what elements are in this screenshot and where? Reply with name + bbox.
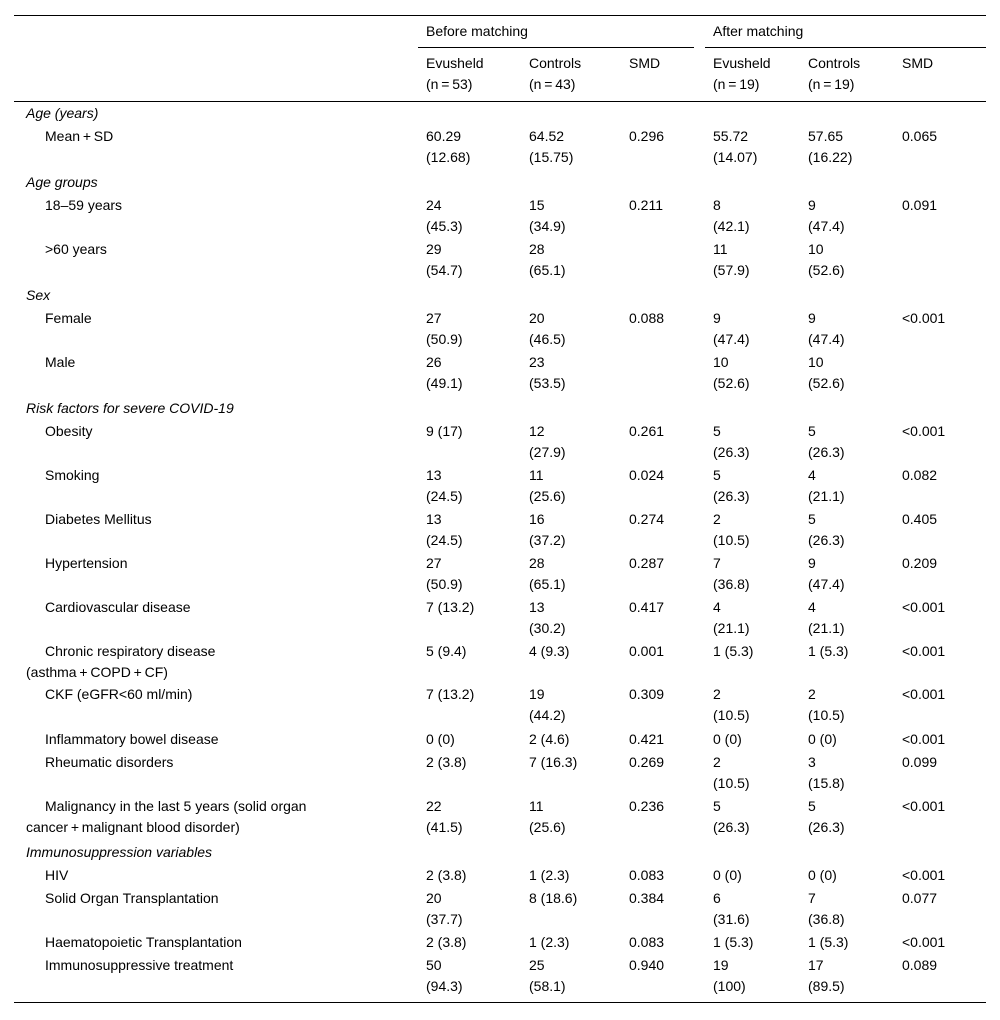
cell-controls-after: 9 xyxy=(808,197,816,213)
cell-smd-before: 0.269 xyxy=(629,754,665,770)
cell-controls-after: 5 xyxy=(808,423,816,439)
cell-evusheld-before: (49.1) xyxy=(426,375,463,391)
cell-evusheld-after: 5 xyxy=(713,467,721,483)
cell-evusheld-after: (10.5) xyxy=(713,775,750,791)
cell-evusheld-after: 7 xyxy=(713,555,721,571)
cell-controls-before: (25.6) xyxy=(529,819,566,835)
cell-evusheld-before: (24.5) xyxy=(426,532,463,548)
section-heading: Immunosuppression variables xyxy=(26,844,212,860)
cell-evusheld-before: 7 (13.2) xyxy=(426,686,475,702)
cell-smd-before: 0.296 xyxy=(629,128,665,144)
cell-smd-before: 0.417 xyxy=(629,599,665,615)
cell-smd-after: <0.001 xyxy=(902,867,946,883)
cell-controls-after: (89.5) xyxy=(808,978,845,994)
cell-controls-before: 64.52 xyxy=(529,128,565,144)
cell-controls-after: 9 xyxy=(808,310,816,326)
cell-smd-after: <0.001 xyxy=(902,731,946,747)
cell-smd-after: 0.065 xyxy=(902,128,938,144)
cell-evusheld-before: 29 xyxy=(426,241,442,257)
row-label: Obesity xyxy=(45,423,93,439)
cell-evusheld-before: 50 xyxy=(426,957,442,973)
row-label: 18–59 years xyxy=(45,197,123,213)
cell-smd-after: 0.082 xyxy=(902,467,938,483)
col-header-controls-before: Controls xyxy=(529,55,582,71)
cell-evusheld-after: (21.1) xyxy=(713,620,750,636)
cell-smd-before: 0.083 xyxy=(629,867,665,883)
cell-evusheld-after: (100) xyxy=(713,978,746,994)
cell-evusheld-after: (26.3) xyxy=(713,444,750,460)
row-label: Smoking xyxy=(45,467,100,483)
cell-smd-before: 0.001 xyxy=(629,643,665,659)
cell-smd-after: <0.001 xyxy=(902,798,946,814)
col-header-evusheld-after-n: (n = 19) xyxy=(713,76,760,92)
col-header-evusheld-after: Evusheld xyxy=(713,55,771,71)
cell-controls-before: (53.5) xyxy=(529,375,566,391)
cell-evusheld-before: (24.5) xyxy=(426,488,463,504)
cell-controls-before: (25.6) xyxy=(529,488,566,504)
cell-evusheld-after: (26.3) xyxy=(713,819,750,835)
cell-evusheld-after: (14.07) xyxy=(713,149,758,165)
cell-evusheld-before: 26 xyxy=(426,354,442,370)
cell-evusheld-after: (42.1) xyxy=(713,218,750,234)
cell-controls-after: (21.1) xyxy=(808,488,845,504)
cell-controls-after: 1 (5.3) xyxy=(808,643,849,659)
row-label: Male xyxy=(45,354,76,370)
cell-controls-after: 5 xyxy=(808,798,816,814)
cell-evusheld-after: 1 (5.3) xyxy=(713,934,754,950)
cell-smd-before: 0.940 xyxy=(629,957,665,973)
cell-evusheld-after: 19 xyxy=(713,957,729,973)
cell-controls-before: 11 xyxy=(529,798,544,814)
cell-evusheld-after: 2 xyxy=(713,511,721,527)
cell-evusheld-before: 9 (17) xyxy=(426,423,463,439)
cell-evusheld-before: 2 (3.8) xyxy=(426,867,467,883)
row-label: Inflammatory bowel disease xyxy=(45,731,219,747)
row-label: >60 years xyxy=(45,241,107,257)
cell-controls-after: 0 (0) xyxy=(808,731,837,747)
cell-controls-before: 11 xyxy=(529,467,544,483)
row-label: HIV xyxy=(45,867,69,883)
row-label: Solid Organ Transplantation xyxy=(45,890,219,906)
row-label-continued: cancer + malignant blood disorder) xyxy=(26,819,240,835)
cell-smd-after: <0.001 xyxy=(902,599,946,615)
cell-controls-after: (36.8) xyxy=(808,911,845,927)
row-label: Female xyxy=(45,310,92,326)
cell-controls-before: 1 (2.3) xyxy=(529,934,570,950)
cell-evusheld-after: 0 (0) xyxy=(713,867,742,883)
cell-controls-after: (52.6) xyxy=(808,375,845,391)
col-header-smd-after: SMD xyxy=(902,55,934,71)
cell-controls-before: 20 xyxy=(529,310,545,326)
cell-evusheld-after: 55.72 xyxy=(713,128,749,144)
cell-controls-after: (26.3) xyxy=(808,532,845,548)
cell-controls-before: 19 xyxy=(529,686,545,702)
cell-controls-before: 2 (4.6) xyxy=(529,731,570,747)
cell-evusheld-before: 7 (13.2) xyxy=(426,599,475,615)
col-header-evusheld-before-n: (n = 53) xyxy=(426,76,473,92)
cell-controls-before: 7 (16.3) xyxy=(529,754,578,770)
cell-controls-after: (15.8) xyxy=(808,775,845,791)
header-bottom-rule xyxy=(14,101,986,102)
cell-evusheld-after: (47.4) xyxy=(713,331,750,347)
cell-evusheld-before: 5 (9.4) xyxy=(426,643,467,659)
after-matching-header: After matching xyxy=(713,23,804,39)
cell-evusheld-after: 5 xyxy=(713,423,721,439)
cell-controls-before: (44.2) xyxy=(529,707,566,723)
cell-evusheld-after: 4 xyxy=(713,599,721,615)
cell-controls-before: 4 (9.3) xyxy=(529,643,570,659)
cell-controls-before: 8 (18.6) xyxy=(529,890,578,906)
cell-controls-before: 28 xyxy=(529,241,545,257)
cell-controls-after: 4 xyxy=(808,467,816,483)
cell-evusheld-before: 2 (3.8) xyxy=(426,754,467,770)
before-matching-header: Before matching xyxy=(426,23,528,39)
row-label: Haematopoietic Transplantation xyxy=(45,934,242,950)
cell-evusheld-after: 5 xyxy=(713,798,721,814)
cell-controls-before: 25 xyxy=(529,957,545,973)
cell-evusheld-after: 8 xyxy=(713,197,721,213)
cell-evusheld-before: (94.3) xyxy=(426,978,463,994)
cell-controls-after: 5 xyxy=(808,511,816,527)
cell-controls-before: 15 xyxy=(529,197,545,213)
col-header-controls-before-n: (n = 43) xyxy=(529,76,576,92)
cell-controls-before: (65.1) xyxy=(529,262,566,278)
cell-evusheld-before: 24 xyxy=(426,197,442,213)
cell-controls-before: (65.1) xyxy=(529,576,566,592)
cell-evusheld-after: 2 xyxy=(713,754,721,770)
cell-controls-after: 0 (0) xyxy=(808,867,837,883)
cell-controls-after: 2 xyxy=(808,686,816,702)
cell-evusheld-before: 13 xyxy=(426,467,442,483)
cell-evusheld-after: (57.9) xyxy=(713,262,750,278)
cell-evusheld-before: 60.29 xyxy=(426,128,462,144)
cell-controls-before: (58.1) xyxy=(529,978,566,994)
cell-smd-before: 0.274 xyxy=(629,511,665,527)
section-heading: Age (years) xyxy=(26,105,99,121)
cell-smd-before: 0.024 xyxy=(629,467,665,483)
col-header-controls-after-n: (n = 19) xyxy=(808,76,855,92)
cell-evusheld-before: (41.5) xyxy=(426,819,463,835)
cell-smd-after: <0.001 xyxy=(902,686,946,702)
cell-evusheld-before: (37.7) xyxy=(426,911,463,927)
cell-evusheld-before: (54.7) xyxy=(426,262,463,278)
cell-controls-after: (52.6) xyxy=(808,262,845,278)
cell-evusheld-after: 9 xyxy=(713,310,721,326)
cell-controls-after: 57.65 xyxy=(808,128,844,144)
cell-controls-before: (15.75) xyxy=(529,149,574,165)
cell-controls-before: 12 xyxy=(529,423,545,439)
cell-evusheld-before: 13 xyxy=(426,511,442,527)
cell-controls-before: (46.5) xyxy=(529,331,566,347)
cell-smd-after: 0.405 xyxy=(902,511,938,527)
cell-evusheld-after: 11 xyxy=(713,241,728,257)
row-label: Chronic respiratory disease xyxy=(45,643,216,659)
cell-controls-after: (10.5) xyxy=(808,707,845,723)
cell-evusheld-after: (52.6) xyxy=(713,375,750,391)
cell-controls-after: 10 xyxy=(808,241,824,257)
section-heading: Age groups xyxy=(26,174,98,190)
cell-controls-after: 7 xyxy=(808,890,816,906)
before-matching-rule xyxy=(418,47,694,48)
cell-controls-after: 3 xyxy=(808,754,816,770)
row-label: Rheumatic disorders xyxy=(45,754,174,770)
cell-evusheld-before: 27 xyxy=(426,310,442,326)
cell-controls-after: 17 xyxy=(808,957,824,973)
cell-smd-before: 0.083 xyxy=(629,934,665,950)
cell-smd-after: <0.001 xyxy=(902,423,946,439)
cell-evusheld-before: 0 (0) xyxy=(426,731,455,747)
cell-smd-after: 0.209 xyxy=(902,555,938,571)
bottom-rule xyxy=(14,1002,986,1003)
cell-controls-after: (26.3) xyxy=(808,444,845,460)
cell-controls-after: 10 xyxy=(808,354,824,370)
section-heading: Sex xyxy=(26,287,51,303)
cell-evusheld-before: 22 xyxy=(426,798,442,814)
cell-smd-after: 0.089 xyxy=(902,957,938,973)
cell-smd-after: <0.001 xyxy=(902,643,946,659)
row-label: Mean + SD xyxy=(45,128,114,144)
cell-smd-after: 0.099 xyxy=(902,754,938,770)
cell-smd-after: <0.001 xyxy=(902,310,946,326)
cell-smd-before: 0.088 xyxy=(629,310,665,326)
cell-controls-before: 23 xyxy=(529,354,545,370)
row-label: Immunosuppressive treatment xyxy=(45,957,234,973)
cell-evusheld-after: 1 (5.3) xyxy=(713,643,754,659)
cell-evusheld-before: (45.3) xyxy=(426,218,463,234)
cell-evusheld-after: (26.3) xyxy=(713,488,750,504)
cell-controls-before: 16 xyxy=(529,511,545,527)
cell-evusheld-after: 10 xyxy=(713,354,729,370)
cell-controls-before: 13 xyxy=(529,599,545,615)
cell-controls-after: 4 xyxy=(808,599,816,615)
cell-evusheld-after: 6 xyxy=(713,890,721,906)
col-header-smd-before: SMD xyxy=(629,55,661,71)
cell-evusheld-before: (12.68) xyxy=(426,149,471,165)
cell-controls-after: (21.1) xyxy=(808,620,845,636)
cell-controls-before: (27.9) xyxy=(529,444,566,460)
cell-evusheld-before: 20 xyxy=(426,890,442,906)
row-label-continued: (asthma + COPD + CF) xyxy=(26,664,168,680)
cell-controls-after: (26.3) xyxy=(808,819,845,835)
cell-controls-after: 1 (5.3) xyxy=(808,934,849,950)
cell-controls-before: 1 (2.3) xyxy=(529,867,570,883)
cell-smd-after: <0.001 xyxy=(902,934,946,950)
cell-evusheld-after: (31.6) xyxy=(713,911,750,927)
cell-evusheld-before: 2 (3.8) xyxy=(426,934,467,950)
cell-controls-after: (16.22) xyxy=(808,149,853,165)
cell-smd-after: 0.091 xyxy=(902,197,938,213)
cell-evusheld-before: (50.9) xyxy=(426,331,463,347)
cell-smd-before: 0.236 xyxy=(629,798,665,814)
cell-controls-before: (30.2) xyxy=(529,620,566,636)
cell-controls-after: (47.4) xyxy=(808,576,845,592)
cell-evusheld-before: (50.9) xyxy=(426,576,463,592)
cell-smd-after: 0.077 xyxy=(902,890,938,906)
cell-smd-before: 0.309 xyxy=(629,686,665,702)
cell-evusheld-after: (36.8) xyxy=(713,576,750,592)
cell-controls-before: 28 xyxy=(529,555,545,571)
cell-smd-before: 0.211 xyxy=(629,197,663,213)
cell-controls-before: (34.9) xyxy=(529,218,566,234)
cell-evusheld-after: (10.5) xyxy=(713,707,750,723)
row-label: Hypertension xyxy=(45,555,128,571)
row-label: Malignancy in the last 5 years (solid organ xyxy=(45,798,307,814)
cell-controls-after: (47.4) xyxy=(808,218,845,234)
cell-controls-after: 9 xyxy=(808,555,816,571)
cell-controls-before: (37.2) xyxy=(529,532,566,548)
cell-evusheld-before: 27 xyxy=(426,555,442,571)
cell-controls-after: (47.4) xyxy=(808,331,845,347)
col-header-evusheld-before: Evusheld xyxy=(426,55,484,71)
cell-smd-before: 0.421 xyxy=(629,731,665,747)
row-label: Diabetes Mellitus xyxy=(45,511,152,527)
cell-evusheld-after: 2 xyxy=(713,686,721,702)
cell-evusheld-after: 0 (0) xyxy=(713,731,742,747)
cell-smd-before: 0.261 xyxy=(629,423,665,439)
top-rule xyxy=(14,15,986,16)
cell-evusheld-after: (10.5) xyxy=(713,532,750,548)
after-matching-rule xyxy=(705,47,986,48)
cell-smd-before: 0.287 xyxy=(629,555,665,571)
row-label: Cardiovascular disease xyxy=(45,599,191,615)
cell-smd-before: 0.384 xyxy=(629,890,665,906)
row-label: CKF (eGFR<60 ml/min) xyxy=(45,686,193,702)
col-header-controls-after: Controls xyxy=(808,55,861,71)
section-heading: Risk factors for severe COVID-19 xyxy=(26,400,234,416)
